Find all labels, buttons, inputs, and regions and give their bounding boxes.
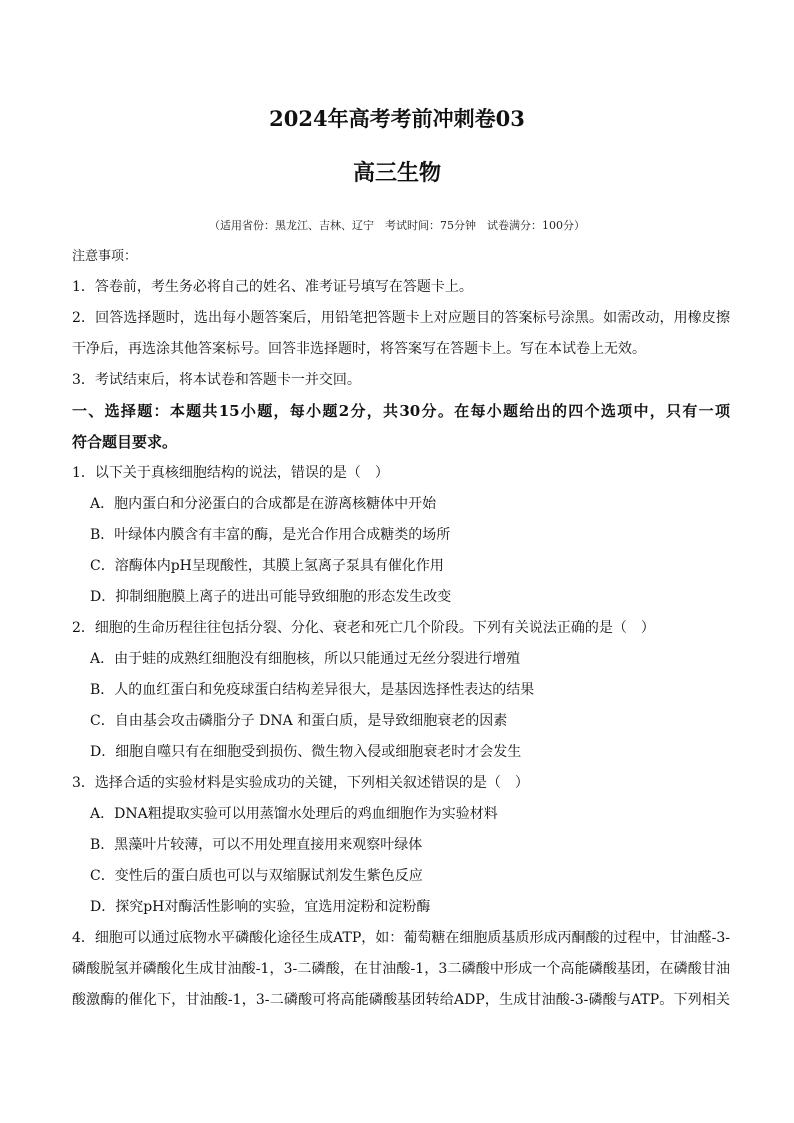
option-c: C．自由基会攻击磷脂分子 DNA 和蛋白质，是导致细胞衰老的因素 xyxy=(90,713,508,729)
notice-item-2: 2．回答选择题时，选出每小题答案后，用铅笔把答题卡上对应题目的答案标号涂黑。如需改动，用橡皮擦 xyxy=(72,310,730,326)
option-a: A．由于蛙的成熟红细胞没有细胞核，所以只能通过无丝分裂进行增殖 xyxy=(90,651,521,667)
question-stem: 1．以下关于真核细胞结构的说法，错误的是（ ） xyxy=(72,465,389,481)
question-stem-cont: 磷酸脱氢并磷酸化生成甘油酸-1，3-二磷酸，在甘油酸-1，3二磷酸中形成一个高能磷酸基团，在磷酸甘油 xyxy=(72,961,730,977)
question-1 xyxy=(72,458,730,613)
notice-item-1: 1．答卷前，考生务必将自己的姓名、准考证号填写在答题卡上。 xyxy=(72,279,473,295)
option-a: A．胞内蛋白和分泌蛋白的合成都是在游离核糖体中开始 xyxy=(90,496,437,512)
exam-meta: （适用省份：黑龙江、吉林、辽宁 考试时间：75分钟 试卷满分：100分） xyxy=(209,219,585,232)
notice-item-3: 3．考试结束后，将本试卷和答题卡一并交回。 xyxy=(72,372,361,388)
option-a: A．DNA粗提取实验可以用蒸馏水处理后的鸡血细胞作为实验材料 xyxy=(90,806,498,822)
exam-subject: 高三生物 xyxy=(352,160,441,186)
option-d: D．抑制细胞膜上离子的进出可能导致细胞的形态发生改变 xyxy=(90,589,452,605)
question-stem: 4．细胞可以通过底物水平磷酸化途径生成ATP，如：葡萄糖在细胞质基质形成丙酮酸的过程中，甘油醛-3- xyxy=(72,930,730,946)
section-heading-cont: 符合题目要求。 xyxy=(72,433,178,451)
question-stem-cont: 酸激酶的催化下，甘油酸-1，3-二磷酸可将高能磷酸基团转给ADP，生成甘油酸-3-磷酸与ATP。下列相关 xyxy=(72,992,730,1008)
option-b: B．叶绿体内膜含有丰富的酶，是光合作用合成糖类的场所 xyxy=(90,527,451,543)
option-b: B．人的血红蛋白和免疫球蛋白结构差异很大，是基因选择性表达的结果 xyxy=(90,682,535,698)
question-2 xyxy=(72,613,730,768)
notice-heading: 注意事项： xyxy=(72,249,138,264)
option-c: C．溶酶体内pH呈现酸性，其膜上氢离子泵具有催化作用 xyxy=(90,558,444,574)
option-d: D．探究pH对酶活性影响的实验，宜选用淀粉和淀粉酶 xyxy=(90,899,431,915)
section-heading: 一、选择题：本题共15小题，每小题2分，共30分。在每小题给出的四个选项中，只有一项 xyxy=(72,402,730,420)
option-d: D．细胞自噬只有在细胞受到损伤、微生物入侵或细胞衰老时才会发生 xyxy=(90,744,522,760)
question-4 xyxy=(72,923,730,1016)
exam-title: 2024年高考考前冲刺卷03 xyxy=(269,106,525,131)
option-b: B．黑藻叶片较薄，可以不用处理直接用来观察叶绿体 xyxy=(90,837,423,853)
question-stem: 2．细胞的生命历程往往包括分裂、分化、衰老和死亡几个阶段。下列有关说法正确的是（ ） xyxy=(72,620,655,636)
exam-content xyxy=(72,244,730,1016)
notice-item-2-cont: 干净后，再选涂其他答案标号。回答非选择题时，将答案写在答题卡上。写在本试卷上无效。 xyxy=(72,341,646,357)
question-3 xyxy=(72,768,730,923)
question-stem: 3．选择合适的实验材料是实验成功的关键，下列相关叙述错误的是（ ） xyxy=(72,775,529,791)
option-c: C．变性后的蛋白质也可以与双缩脲试剂发生紫色反应 xyxy=(90,868,423,884)
